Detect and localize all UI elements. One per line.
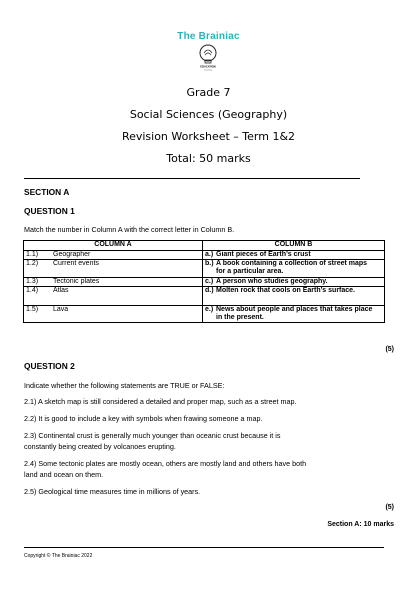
column-a-cell (24, 251, 203, 260)
header-divider (24, 178, 360, 179)
table-row (24, 277, 385, 286)
column-b-cell (203, 277, 385, 286)
item-term: Lava (53, 305, 69, 313)
item-term: Atlas (53, 286, 69, 294)
statement-2-4-continued: land and ocean on them. (24, 470, 104, 479)
item-number: 1.2) (26, 260, 39, 268)
statement-2-4: 2.4) Some tectonic plates are mostly ocean, others are mostly land and others have both (24, 459, 307, 468)
item-definition: Molten rock that cools on Earth’s surface. (216, 286, 355, 294)
item-term: Tectonic plates (53, 277, 100, 285)
matching-table (23, 240, 385, 323)
column-b-cell (203, 305, 385, 322)
item-number: 1.3) (26, 277, 39, 285)
grade-heading: Grade 7 (186, 86, 231, 99)
column-b-cell (203, 286, 385, 305)
statement-2-3: 2.3) Continental crust is generally much younger than oceanic crust because it is (24, 431, 281, 440)
column-a-cell (24, 305, 203, 322)
column-b-cell (203, 251, 385, 260)
column-a-cell (24, 286, 203, 305)
lightbulb-logo-icon (196, 43, 220, 73)
item-definition: A person who studies geography. (216, 277, 328, 285)
brand-name: The Brainiac (177, 31, 240, 42)
column-a-cell (24, 277, 203, 286)
worksheet-title: Revision Worksheet – Term 1&2 (121, 130, 296, 143)
statement-2-5: 2.5) Geological time measures time in millions of years. (24, 487, 201, 496)
item-letter: b.) (205, 260, 214, 268)
column-b-header: COLUMN B (203, 241, 385, 251)
question-2-heading: QUESTION 2 (24, 361, 75, 371)
item-term: Geographer (53, 251, 91, 258)
item-term: Current events (53, 260, 99, 268)
statement-2-1: 2.1) A sketch map is still considered a detailed and proper map, such as a street map. (24, 397, 297, 406)
statement-2-2: 2.2) It is good to include a key with symbols when frawing someone a map. (24, 414, 263, 423)
question-1-instruction: Match the number in Column A with the correct letter in Column B. (24, 225, 235, 234)
item-letter: e.) (205, 305, 214, 313)
question-2-instruction: Indicate whether the following statements are TRUE or FALSE: (24, 381, 225, 390)
item-letter: a.) (205, 251, 214, 258)
copyright-text: Copyright © The Brainiac 2022 (24, 553, 93, 559)
table-row (24, 305, 385, 322)
section-a-total: Section A: 10 marks (327, 521, 394, 528)
table-row (24, 286, 385, 305)
table-row (24, 251, 385, 260)
section-a-heading: SECTION A (24, 187, 70, 197)
question-2-marks: (5) (385, 504, 394, 511)
item-number: 1.4) (26, 286, 39, 294)
table-row (24, 260, 385, 277)
footer-divider (24, 547, 384, 548)
item-letter: c.) (205, 277, 214, 285)
table-header-row (24, 241, 385, 251)
item-number: 1.5) (26, 305, 39, 313)
item-definition: A book containing a collection of street maps for a particular area. (216, 260, 368, 276)
item-number: 1.1) (26, 251, 39, 258)
subject-heading: Social Sciences (Geography) (129, 108, 288, 121)
statement-2-3-continued: constantly being created by volcanoes erupting. (24, 442, 176, 451)
item-definition: Giant pieces of Earth’s crust (216, 251, 311, 258)
total-marks: Total: 50 marks (166, 152, 251, 165)
column-a-cell (24, 260, 203, 277)
column-a-header: COLUMN A (24, 241, 203, 251)
item-letter: d.) (205, 286, 214, 294)
svg-text:EDUCATION: EDUCATION (200, 65, 216, 69)
item-definition: News about people and places that takes place in the present. (216, 305, 373, 322)
question-1-marks: (5) (385, 346, 394, 353)
question-1-heading: QUESTION 1 (24, 206, 75, 216)
column-b-cell (203, 260, 385, 277)
